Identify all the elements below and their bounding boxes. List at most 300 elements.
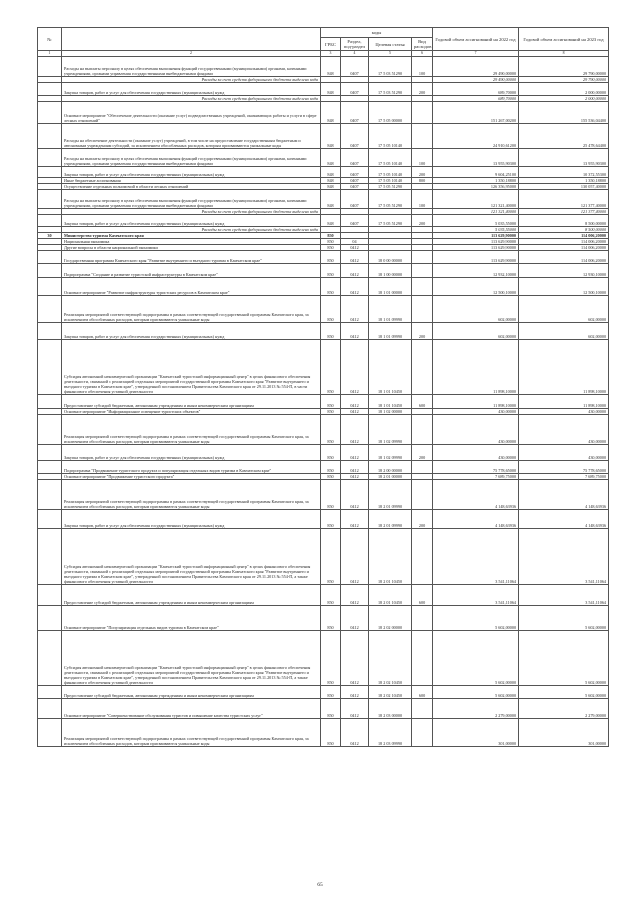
row-target-article: 18 0 00 00000 [369,251,412,264]
table-row [38,631,609,686]
header-grbs: ГРБС [321,38,341,51]
row-number [38,102,62,124]
table-row [38,340,609,395]
row-expense-kind: 100 [412,57,433,77]
row-grbs: 850 [321,445,341,461]
row-volume-2023: 4 148,63936 [519,510,609,529]
row-grbs: 848 [321,149,341,167]
table-row [38,480,609,510]
row-volume-2023: 5 602,00000 [519,606,609,631]
row-name: Закупка товаров, работ и услуг для обеспечения государственных (муниципальных) нужд [62,83,321,96]
row-target-article: 17 5 05 10140 [369,167,412,178]
row-target-article: 18 2 02 00000 [369,606,412,631]
row-grbs: 848 [321,178,341,184]
row-volume-2022: 121 321,40000 [433,209,519,215]
row-volume-2022: 5 035,55000 [433,227,519,233]
row-volume-2022: 5 602,00000 [433,686,519,699]
row-expense-kind [412,278,433,296]
table-row [38,510,609,529]
row-grbs: 850 [321,251,341,264]
table-row [38,102,609,124]
col-index: 6 [412,51,433,57]
row-section: 0407 [341,167,369,178]
row-volume-2022: 5 035,55000 [433,215,519,227]
row-volume-2023: 29 790,00000 [519,77,609,83]
row-grbs: 850 [321,719,341,747]
row-volume-2022: 5 602,00000 [433,631,519,686]
row-volume-2022: 602,00000 [433,323,519,340]
row-number [38,699,62,719]
row-volume-2023: 430,00000 [519,445,609,461]
row-grbs: 850 [321,606,341,631]
row-number [38,480,62,510]
row-expense-kind [412,251,433,264]
row-volume-2023: 430,00000 [519,409,609,415]
row-number [38,415,62,445]
row-grbs: 848 [321,215,341,227]
row-expense-kind: 200 [412,510,433,529]
row-number [38,251,62,264]
col-index: 4 [341,51,369,57]
row-number [38,215,62,227]
row-number [38,83,62,96]
row-expense-kind [412,631,433,686]
row-grbs: 850 [321,480,341,510]
row-expense-kind: 200 [412,445,433,461]
row-number [38,606,62,631]
row-target-article: 18 1 01 09990 [369,296,412,323]
row-section: 0412 [341,474,369,480]
table-row [38,585,609,606]
row-volume-2022: 13 955,90300 [433,149,519,167]
row-name: Основное мероприятие "Информационное освещение туристских объектов" [62,409,321,415]
row-name: Закупка товаров, работ и услуг для обеспечения государственных (муниципальных) нужд [62,215,321,227]
row-volume-2023: 121 377,40000 [519,209,609,215]
row-grbs: 848 [321,124,341,149]
row-target-article: 18 2 01 09990 [369,510,412,529]
row-volume-2023: 5 602,00000 [519,686,609,699]
row-number [38,529,62,585]
row-target-article: 17 5 05 00000 [369,102,412,124]
row-expense-kind [412,415,433,445]
row-grbs: 850 [321,461,341,474]
row-volume-2023: 5 602,00000 [519,631,609,686]
row-volume-2022: 24 910,61200 [433,124,519,149]
row-target-article: 18 2 01 10450 [369,529,412,585]
row-grbs: 850 [321,631,341,686]
row-target-article: 18 2 03 00000 [369,699,412,719]
row-volume-2023: 1 350,18800 [519,178,609,184]
row-name: Основное мероприятие "Развитие инфраструктуры туристских ресурсов в Камчатском крае" [62,278,321,296]
row-target-article: 18 2 01 10450 [369,585,412,606]
row-name: Осуществление отдельных полномочий в области лесных отношений [62,184,321,190]
row-volume-2022: 689,70000 [433,96,519,102]
table-body [38,57,609,747]
row-section: 0407 [341,190,369,209]
row-volume-2022: 12 932,10000 [433,264,519,278]
row-volume-2023: 2 000,00000 [519,83,609,96]
row-volume-2023: 2 000,00000 [519,96,609,102]
row-expense-kind: 200 [412,167,433,178]
header-name [62,28,321,51]
row-target-article: 17 5 03 51290 [369,57,412,77]
row-volume-2023: 25 478,64400 [519,124,609,149]
row-target-article: 17 5 05 10140 [369,149,412,167]
row-target-article: 17 5 03 51290 [369,83,412,96]
row-expense-kind: 100 [412,190,433,209]
row-name: Государственная программа Камчатского края "Развитие внутреннего и въездного туризма в Камчатском крае" [62,251,321,264]
table-row [38,215,609,227]
row-target-article: 17 5 05 10140 [369,178,412,184]
row-volume-2023: 301,00000 [519,719,609,747]
row-grbs: 850 [321,474,341,480]
row-grbs: 850 [321,296,341,323]
row-name: Расходы за счет средств федерального бюджета выделено кода [62,96,321,102]
row-grbs: 850 [321,699,341,719]
row-name: Основное мероприятие "Продвижение туристского продукта" [62,474,321,480]
row-volume-2022: 113 629,90000 [433,239,519,245]
row-number [38,278,62,296]
row-name: Реализация мероприятий соответствующей подпрограммы в рамках соответствующей государственной программы Камчатского края, за исключением обособленных расходов, которым присваиваются уникальные коды [62,719,321,747]
row-volume-2022: 11 898,10000 [433,340,519,395]
row-section: 0412 [341,719,369,747]
row-name: Реализация мероприятий соответствующей подпрограммы в рамках соответствующей государственной программы Камчатского края, за исключением обособленных расходов, которым присваиваются уникальные коды [62,415,321,445]
row-section: 0412 [341,686,369,699]
row-volume-2022: 4 148,63936 [433,510,519,529]
row-section: 0412 [341,585,369,606]
table-row [38,395,609,409]
row-volume-2023: 29 790,00000 [519,57,609,77]
col-index: 2 [62,51,321,57]
row-volume-2023: 10 372,55300 [519,167,609,178]
row-section: 0412 [341,631,369,686]
row-expense-kind [412,606,433,631]
row-name: Другие вопросы в области национальной экономики [62,245,321,251]
row-volume-2023: 130 057,40000 [519,184,609,190]
col-index: 3 [321,51,341,57]
row-section: 0412 [341,264,369,278]
row-target-article: 18 1 02 09990 [369,415,412,445]
row-volume-2023: 114 006,20000 [519,239,609,245]
row-volume-2022: 4 148,63936 [433,480,519,510]
row-section: 0407 [341,149,369,167]
col-index: 5 [369,51,412,57]
row-number: 30 [38,233,62,239]
row-volume-2022: 9 604,25100 [433,167,519,178]
row-grbs: 850 [321,340,341,395]
row-volume-2022: 113 629,90000 [433,245,519,251]
row-number [38,686,62,699]
row-expense-kind [412,264,433,278]
row-volume-2023: 121 377,40000 [519,190,609,209]
row-section: 0407 [341,178,369,184]
row-grbs: 850 [321,278,341,296]
row-number [38,340,62,395]
col-index: 7 [433,51,519,57]
row-volume-2022: 3 541,11064 [433,585,519,606]
row-section: 04 [341,239,369,245]
row-section: 0412 [341,340,369,395]
row-volume-2023: 114 006,20000 [519,251,609,264]
row-target-article: 17 5 05 10140 [369,124,412,149]
row-volume-2022: 126 356,95000 [433,184,519,190]
row-expense-kind [412,480,433,510]
table-row [38,606,609,631]
row-target-article: 18 2 02 10450 [369,631,412,686]
row-section: 0407 [341,57,369,77]
row-volume-2023: 3 541,11064 [519,529,609,585]
row-target-article: 17 5 05 51290 [369,215,412,227]
row-name: Реализация мероприятий соответствующей подпрограммы в рамках соответствующей государственной программы Камчатского края, за исключением обособленных расходов, которым присваиваются уникальные коды [62,296,321,323]
table-row [38,149,609,167]
row-grbs: 850 [321,529,341,585]
row-grbs: 850 [321,233,341,239]
row-name: Основное мероприятие "Совершенствование обслуживания туристов и повышение качества туристских услуг" [62,699,321,719]
table-row [38,415,609,445]
row-grbs: 850 [321,245,341,251]
table-row [38,251,609,264]
row-expense-kind [412,124,433,149]
table-row [38,296,609,323]
row-name: Основное мероприятие "Популяризация отдельных видов туризма в Камчатском крае" [62,606,321,631]
table-row [38,719,609,747]
row-name: Закупка товаров, работ и услуг для обеспечения государственных (муниципальных) нужд [62,167,321,178]
row-grbs: 850 [321,686,341,699]
row-section: 0412 [341,529,369,585]
table-row [38,323,609,340]
row-volume-2022: 430,00000 [433,409,519,415]
row-volume-2022: 430,00000 [433,445,519,461]
row-target-article: 18 2 01 00000 [369,474,412,480]
row-section: 0407 [341,124,369,149]
table-row [38,278,609,296]
col-index: 8 [519,51,609,57]
row-expense-kind: 100 [412,149,433,167]
table-row [38,83,609,96]
row-name: Расходы на выплаты персоналу в целях обеспечения выполнения функций государственными (муниципальными) органами, казенными учреждениями, органами управления государственными внебюджетными фондами [62,149,321,167]
row-volume-2022: 113 629,90000 [433,251,519,264]
header-expense-kind: Вид расходов [412,38,433,51]
table-row [38,264,609,278]
row-target-article: 18 1 02 00000 [369,409,412,415]
row-name: Закупка товаров, работ и услуг для обеспечения государственных (муниципальных) нужд [62,323,321,340]
row-target-article: 17 5 05 51290 [369,190,412,209]
row-name: Закупка товаров, работ и услуг для обеспечения государственных (муниципальных) нужд [62,445,321,461]
row-number [38,190,62,209]
row-number [38,323,62,340]
row-volume-2023: 430,00000 [519,415,609,445]
row-volume-2023: 114 006,20000 [519,245,609,251]
header-volume-2023: Годовой объем ассигнований на 2023 год [519,28,609,51]
row-name: Субсидия автономной некоммерческой организации "Камчатский туристский информационный центр" в целях финансового обеспечения деятельности, связанной с реализацией отдельных мероприятий государственной программы Камчатского края "Развитие внутреннего и въездного туризма в Камчатском крае", утвержденной постановлением Правительства Камчатского края от 29.11.2013 № 554-П, а также финансового обеспечения уставной деятельности [62,631,321,686]
row-number [38,631,62,686]
row-volume-2023: 2 279,00000 [519,699,609,719]
row-number [38,395,62,409]
row-name: Расходы на выплаты персоналу в целях обеспечения выполнения функций государственными (муниципальными) органами, казенными учреждениями, органами управления государственными внебюджетными фондами [62,190,321,209]
row-volume-2023: 602,00000 [519,296,609,323]
row-volume-2022: 75 778,65000 [433,461,519,474]
row-section: 0412 [341,395,369,409]
col-index: 1 [38,51,62,57]
row-expense-kind [412,102,433,124]
row-volume-2023: 11 898,10000 [519,395,609,409]
row-section: 0412 [341,510,369,529]
row-volume-2023: 7 689,75000 [519,474,609,480]
row-expense-kind: 600 [412,395,433,409]
row-expense-kind: 600 [412,585,433,606]
row-target-article: 18 1 02 09990 [369,445,412,461]
row-section: 0412 [341,251,369,264]
row-grbs: 848 [321,167,341,178]
row-section: 0407 [341,102,369,124]
row-volume-2022: 2 279,00000 [433,699,519,719]
table-row [38,461,609,474]
row-expense-kind [412,340,433,395]
row-section: 0412 [341,245,369,251]
row-volume-2023: 13 955,90300 [519,149,609,167]
row-target-article: 18 2 01 09990 [369,480,412,510]
row-volume-2023: 12 930,10000 [519,264,609,278]
row-volume-2023: 12 500,10000 [519,278,609,296]
row-expense-kind: 200 [412,323,433,340]
row-volume-2022: 121 321,40000 [433,190,519,209]
row-volume-2023: 4 148,63936 [519,480,609,510]
header-section: Раздел, под-раздел [341,38,369,51]
row-volume-2022: 301,00000 [433,719,519,747]
row-name: Иные бюджетные ассигнования [62,178,321,184]
row-volume-2022: 430,00000 [433,415,519,445]
row-number [38,124,62,149]
row-expense-kind: 600 [412,686,433,699]
row-grbs: 848 [321,102,341,124]
page-number: 65 [317,882,323,888]
row-expense-kind [412,719,433,747]
row-volume-2022: 29 490,00000 [433,77,519,83]
row-target-article: 18 2 02 10450 [369,686,412,699]
row-name: Подпрограмма "Продвижение туристского продукта и популяризация отдельных видов туризма в Камчатском крае" [62,461,321,474]
row-volume-2022: 1 350,18800 [433,178,519,184]
row-expense-kind: 200 [412,215,433,227]
row-number [38,445,62,461]
row-expense-kind: 200 [412,83,433,96]
row-section: 0412 [341,445,369,461]
row-target-article: 18 1 01 10450 [369,395,412,409]
row-volume-2022: 113 629,90000 [433,233,519,239]
row-volume-2023: 114 006,20000 [519,233,609,239]
row-expense-kind [412,529,433,585]
row-grbs: 850 [321,415,341,445]
table-row [38,124,609,149]
table-row [38,57,609,77]
row-volume-2023: 3 541,11064 [519,585,609,606]
row-expense-kind: 800 [412,178,433,184]
budget-table [37,27,609,747]
row-volume-2022: 3 541,11064 [433,529,519,585]
row-volume-2023: 11 898,10000 [519,340,609,395]
row-section: 0412 [341,415,369,445]
row-target-article: 18 1 01 09990 [369,323,412,340]
table-row [38,686,609,699]
row-name: Расходы за счет средств федерального бюджета выделено кода [62,209,321,215]
row-volume-2022: 7 689,75000 [433,474,519,480]
header-target-article: Целевая статья [369,38,412,51]
row-name: Реализация мероприятий соответствующей подпрограммы в рамках соответствующей государственной программы Камчатского края, за исключением обособленных расходов, которым присваиваются уникальные коды [62,480,321,510]
row-target-article: 18 1 01 10450 [369,340,412,395]
row-section: 0412 [341,409,369,415]
header-codes: коды [321,28,433,38]
row-name: Расходы за счет средств федерального бюджета выделено кода [62,77,321,83]
row-expense-kind [412,296,433,323]
row-name: Министерство туризма Камчатского края [62,233,321,239]
row-name: Расходы на обеспечение деятельности (оказание услуг) учреждений, в том числе на предоставление государственным бюджетным и автономным учреждениям субсидий, за исключением обособленных расходов, которым присваиваются уникальные коды [62,124,321,149]
row-volume-2023: 8 500,00000 [519,215,609,227]
table-row [38,445,609,461]
row-grbs: 850 [321,585,341,606]
table-row [38,699,609,719]
row-volume-2022: 12 500,10000 [433,278,519,296]
row-section: 0412 [341,461,369,474]
row-name: Предоставление субсидий бюджетным, автономным учреждениям и иным некоммерческим организациям [62,686,321,699]
row-target-article: 17 5 05 51290 [369,184,412,190]
row-grbs: 848 [321,190,341,209]
row-volume-2023: 8 500,00000 [519,227,609,233]
row-expense-kind [412,461,433,474]
row-name: Национальная экономика [62,239,321,245]
row-target-article: 18 2 00 00000 [369,461,412,474]
row-section: 0407 [341,215,369,227]
row-name: Расходы за счет средств федерального бюджета выделено кода [62,227,321,233]
row-name: Основное мероприятие "Обеспечение деятельности (оказание услуг) подведомственных учреждений, оказывающих работы и услуги в сфере лесных отношений" [62,102,321,124]
row-volume-2022: 5 602,00000 [433,606,519,631]
table-row [38,529,609,585]
row-section: 0407 [341,83,369,96]
row-grbs: 850 [321,264,341,278]
row-number [38,585,62,606]
row-section: 0412 [341,323,369,340]
row-volume-2023: 155 536,04400 [519,102,609,124]
row-number [38,167,62,178]
row-grbs: 850 [321,510,341,529]
row-section: 0412 [341,480,369,510]
row-grbs: 848 [321,57,341,77]
row-volume-2022: 602,00000 [433,296,519,323]
row-number [38,57,62,77]
row-target-article: 18 1 00 00000 [369,264,412,278]
row-number [38,461,62,474]
row-volume-2022: 689,70000 [433,83,519,96]
row-target-article: 18 2 03 09990 [369,719,412,747]
row-name: Субсидия автономной некоммерческой организации "Камчатский туристский информационный центр" в целях финансового обеспечения деятельности, связанной с реализацией отдельных мероприятий государственной программы Камчатского края "Развитие внутреннего и въездного туризма в Камчатском крае", утвержденной постановлением Правительства Камчатского края от 29.11.2013 № 554-П, в части финансового обеспечения уставной деятельности [62,340,321,395]
row-grbs: 850 [321,239,341,245]
row-expense-kind [412,699,433,719]
row-name: Подпрограмма "Создание и развитие туристской инфраструктуры в Камчатском крае" [62,264,321,278]
row-grbs: 848 [321,83,341,96]
row-name: Закупка товаров, работ и услуг для обеспечения государственных (муниципальных) нужд [62,510,321,529]
row-volume-2022: 151 267,00200 [433,102,519,124]
row-section: 0412 [341,296,369,323]
row-grbs: 850 [321,395,341,409]
row-name: Предоставление субсидий бюджетным, автономным учреждениям и иным некоммерческим организациям [62,395,321,409]
row-volume-2022: 11 898,10000 [433,395,519,409]
row-target-article: 18 1 01 00000 [369,278,412,296]
row-section: 0412 [341,699,369,719]
row-grbs: 850 [321,409,341,415]
row-number [38,149,62,167]
row-number [38,719,62,747]
row-number [38,296,62,323]
row-section: 0412 [341,278,369,296]
header-number: № [38,28,62,51]
